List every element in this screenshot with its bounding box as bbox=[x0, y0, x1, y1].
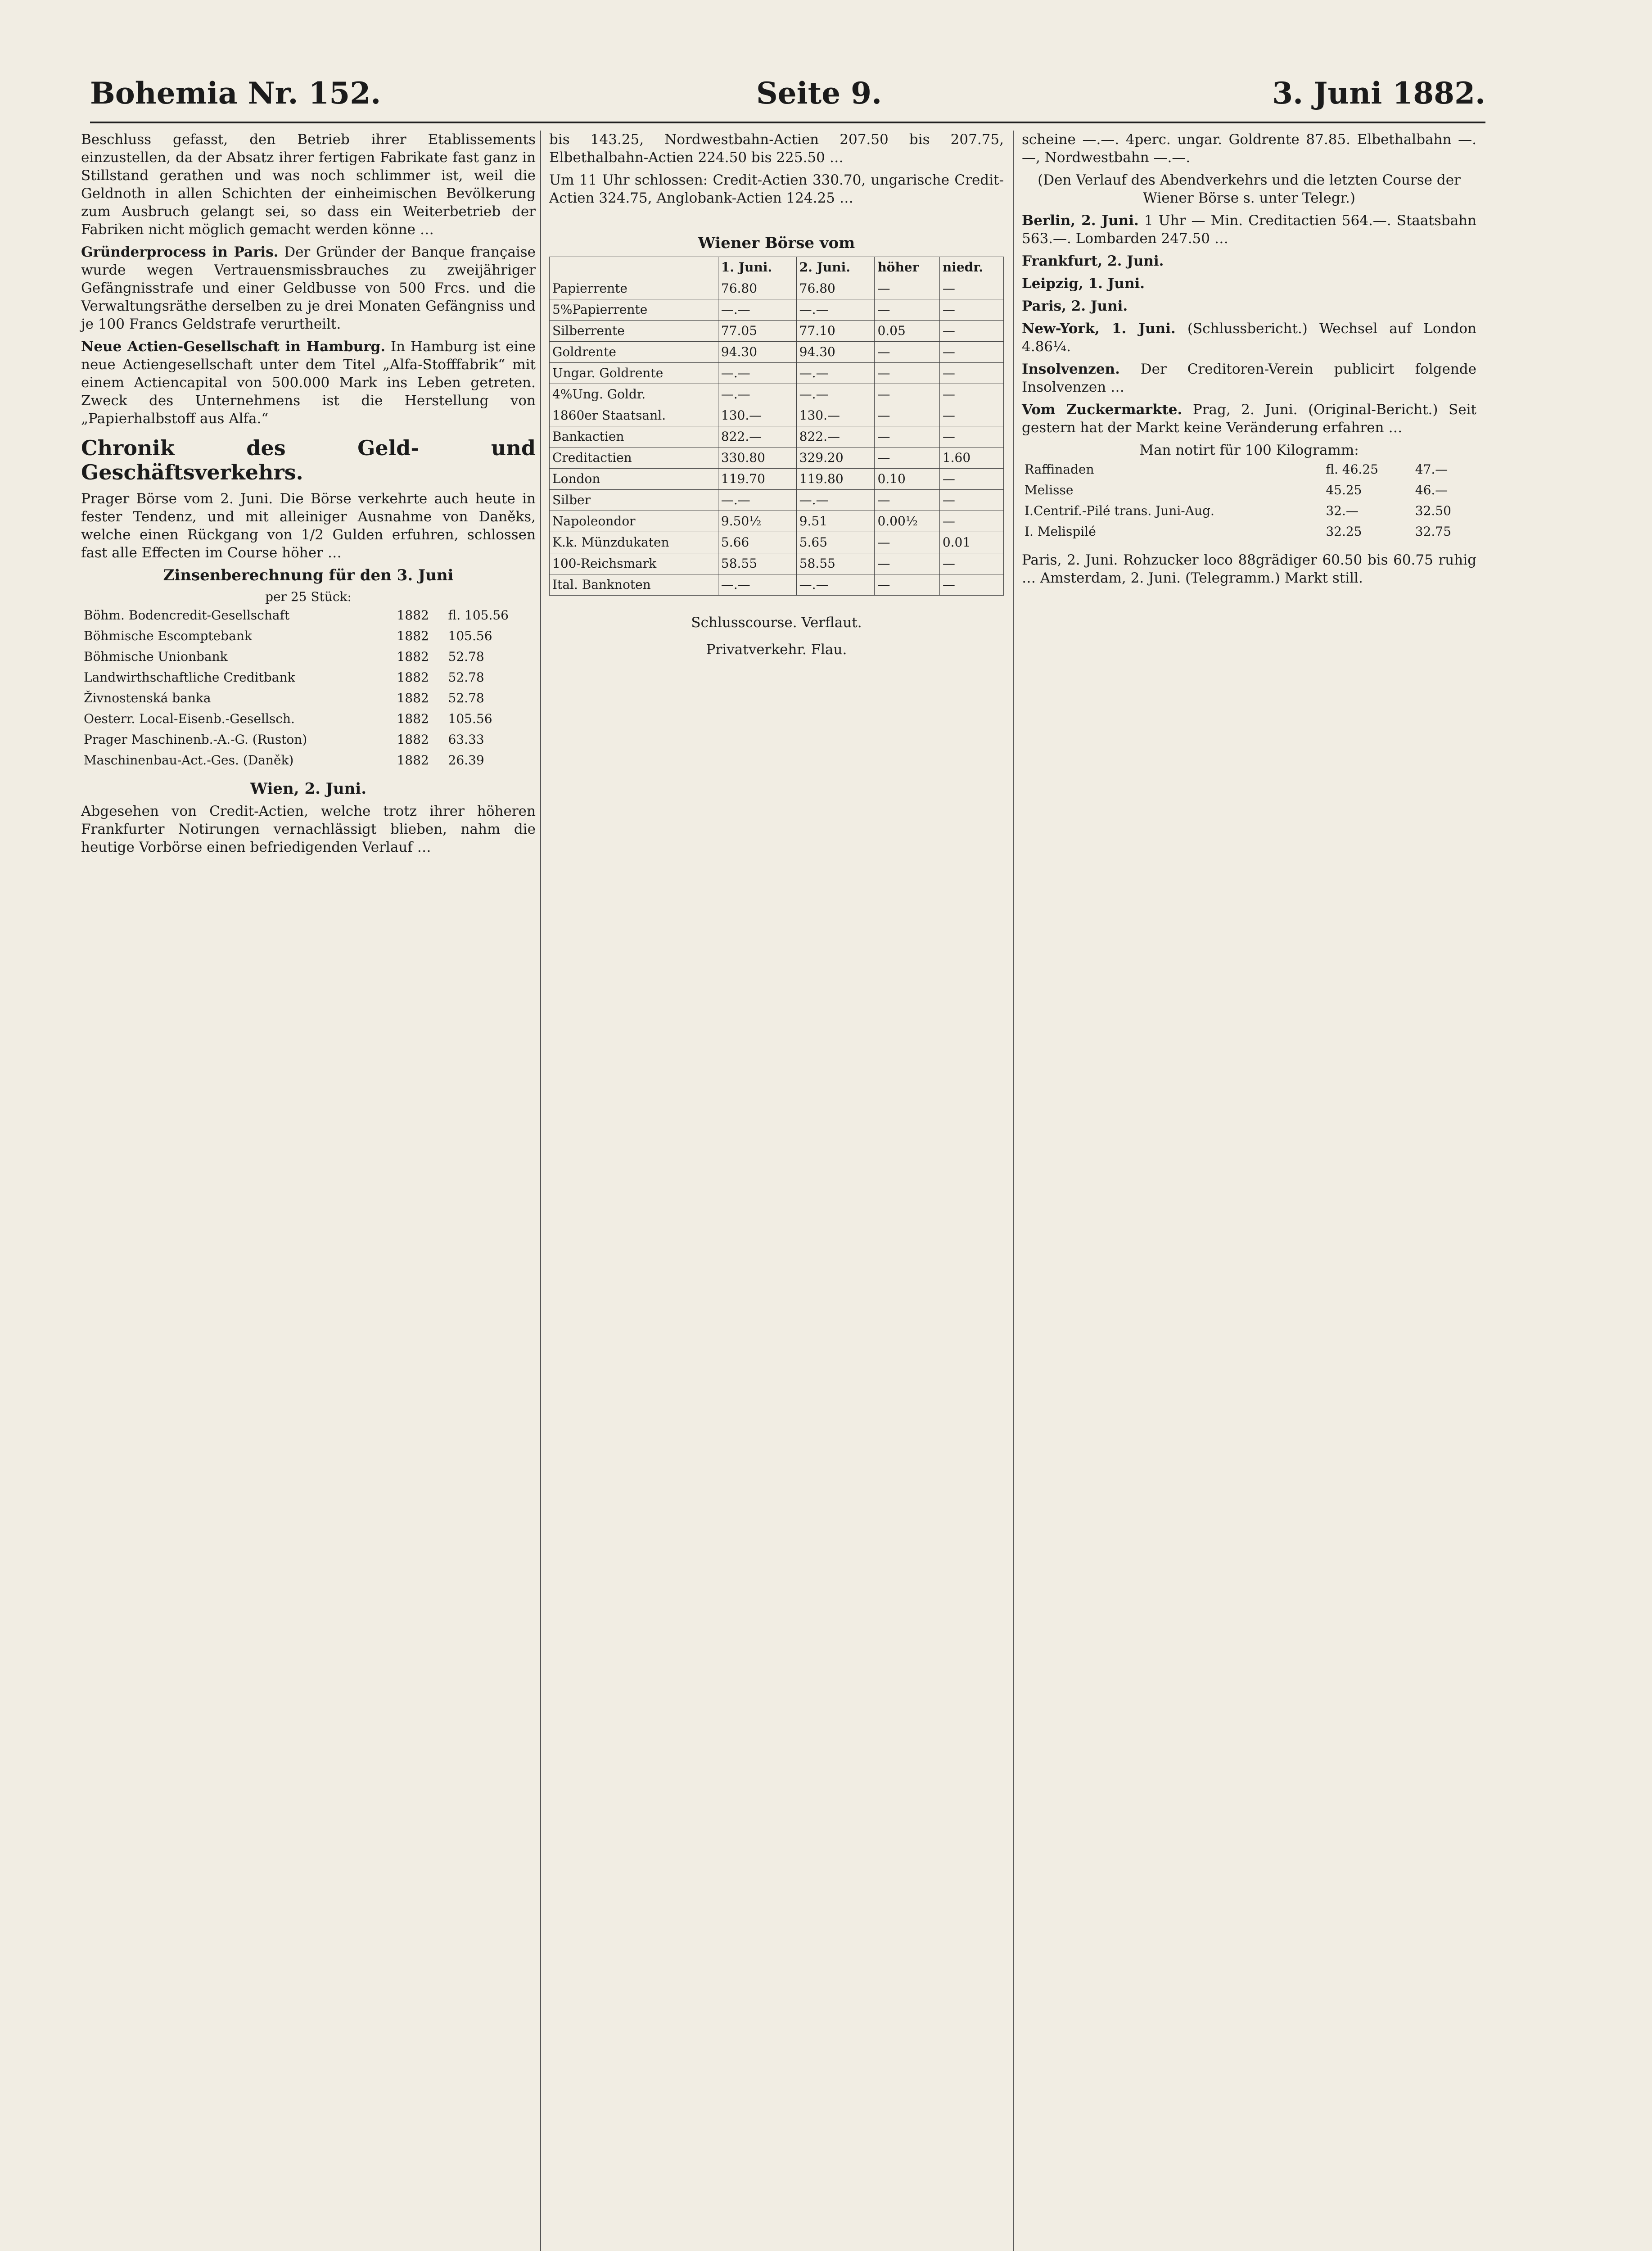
table-cell: 58.55 bbox=[718, 553, 796, 574]
schlusscourse-title: Schlusscourse. Verflaut. bbox=[691, 615, 862, 631]
zucker-sub: Man notirt für 100 Kilogramm: bbox=[1139, 442, 1359, 458]
table-cell: 105.56 bbox=[448, 628, 492, 643]
closing-text: Paris, 2. Juni. Rohzucker loco 88grädiger 60.50 bis 60.75 ruhig … Amsterdam, 2. Juni. (Telegramm.) Markt still. bbox=[1022, 552, 1476, 586]
table-cell: — bbox=[875, 532, 939, 553]
table-row bbox=[550, 447, 1004, 469]
gruenderprocess-title: Gründerprocess in Paris. bbox=[81, 244, 279, 260]
col3-top-text: scheine —.—. 4perc. ungar. Goldrente 87.85. Elbethalbahn —.—, Nordwestbahn —.—. bbox=[1022, 131, 1476, 166]
neue-actien-title: Neue Actien-Gesellschaft in Hamburg. bbox=[81, 339, 385, 355]
table-cell: fl. 105.56 bbox=[448, 608, 509, 623]
table-cell: —.— bbox=[718, 490, 796, 511]
col3-note: (Den Verlauf des Abendverkehrs und die letzten Course der Wiener Börse s. unter Telegr.) bbox=[1038, 172, 1461, 206]
table-cell: —.— bbox=[796, 384, 875, 405]
gruenderprocess-text: Der Gründer der Banque française wurde wegen Vertrauensmissbrauches zu zweijähriger Gefängnisstrafe und einer Geldbusse von 500 Frcs. und die Verwaltungsräthe derselben zu je drei Monaten Gefängniss und je 100 Francs Geldstrafe verurtheilt. bbox=[81, 244, 536, 332]
table-cell: K.k. Münzdukaten bbox=[550, 532, 718, 553]
berlin-text: 1 Uhr — Min. Creditactien 564.—. Staatsbahn 563.—. Lombarden 247.50 … bbox=[1022, 212, 1476, 247]
table-cell: 130.— bbox=[796, 405, 875, 426]
table-cell: 1882 bbox=[397, 711, 429, 726]
masthead-center: Seite 9. bbox=[756, 76, 882, 111]
wien-text: Abgesehen von Credit-Actien, welche trotz ihrer höheren Frankfurter Notirungen vernachlässigt blieben, nahm die heutige Vorbörse einen befriedigenden Verlauf … bbox=[81, 803, 536, 855]
table-cell: — bbox=[875, 342, 939, 363]
wiener-boerse-table bbox=[549, 257, 1004, 596]
insolvenzen-title: Insolvenzen. bbox=[1022, 361, 1120, 377]
table-cell: 46.— bbox=[1415, 483, 1448, 497]
table-cell: 5%Papierrente bbox=[550, 299, 718, 321]
table-cell: —.— bbox=[796, 299, 875, 321]
table-cell: 5.66 bbox=[718, 532, 796, 553]
table-cell: — bbox=[939, 321, 1003, 342]
table-cell: — bbox=[875, 384, 939, 405]
chronik-title: Chronik des Geld- und Geschäftsverkehrs. bbox=[81, 436, 536, 484]
table-row bbox=[550, 469, 1004, 490]
table-row bbox=[81, 605, 536, 626]
masthead bbox=[90, 68, 1485, 117]
table-cell: 63.33 bbox=[448, 732, 484, 747]
table-header-cell: 1. Juni. bbox=[718, 257, 796, 278]
table-cell: — bbox=[939, 278, 1003, 299]
table-cell: — bbox=[939, 384, 1003, 405]
paris-title: Paris, 2. Juni. bbox=[1022, 298, 1128, 314]
table-row bbox=[81, 750, 536, 771]
table-row bbox=[81, 667, 536, 688]
table-row bbox=[550, 574, 1004, 596]
table-row bbox=[550, 553, 1004, 574]
table-cell: 1882 bbox=[397, 608, 429, 623]
table-cell: 58.55 bbox=[796, 553, 875, 574]
table-cell: fl. 46.25 bbox=[1326, 462, 1378, 477]
table-cell: 1882 bbox=[397, 670, 429, 685]
table-cell: 26.39 bbox=[448, 753, 484, 768]
table-row bbox=[550, 490, 1004, 511]
masthead-left: Bohemia Nr. 152. bbox=[90, 76, 381, 111]
table-row bbox=[550, 321, 1004, 342]
table-cell: 32.50 bbox=[1415, 503, 1451, 518]
table-cell: 1882 bbox=[397, 649, 429, 664]
table-row bbox=[81, 709, 536, 729]
table-cell: 130.— bbox=[718, 405, 796, 426]
table-row bbox=[81, 729, 536, 750]
table-cell: 105.56 bbox=[448, 711, 492, 726]
table-cell: — bbox=[875, 426, 939, 447]
zinsen-table bbox=[81, 605, 536, 771]
table-cell: Böhmische Unionbank bbox=[84, 649, 228, 664]
table-cell: 32.25 bbox=[1326, 524, 1362, 539]
table-cell: — bbox=[939, 342, 1003, 363]
table-cell: Živnostenská banka bbox=[84, 691, 211, 705]
table-cell: — bbox=[875, 363, 939, 384]
table-cell: 1882 bbox=[397, 732, 429, 747]
table-header-cell: höher bbox=[875, 257, 939, 278]
table-cell: Böhm. Bodencredit-Gesellschaft bbox=[84, 608, 290, 623]
table-row bbox=[81, 626, 536, 646]
table-cell: Maschinenbau-Act.-Ges. (Daněk) bbox=[84, 753, 294, 768]
table-cell: 0.00½ bbox=[875, 511, 939, 532]
table-row bbox=[550, 426, 1004, 447]
zinsen-title: Zinsenberechnung für den 3. Juni bbox=[163, 566, 454, 584]
table-row bbox=[1022, 501, 1476, 521]
table-cell: — bbox=[939, 405, 1003, 426]
table-cell: 94.30 bbox=[718, 342, 796, 363]
table-cell: 330.80 bbox=[718, 447, 796, 469]
intro-text: Beschluss gefasst, den Betrieb ihrer Etablissements einzustellen, da der Absatz ihrer fertigen Fabrikate fast ganz in Stillstand gerathen und was noch schlimmer ist, weil die Geldnoth in allen Schichten der einheimischen Bevölkerung zum Ausbruch gelangt sei, so dass ein Weiterbetrieb der Fabriken nicht möglich gemacht werden könne … bbox=[81, 131, 536, 238]
column-divider-1 bbox=[540, 131, 541, 2251]
table-cell: 0.10 bbox=[875, 469, 939, 490]
table-cell: 32.— bbox=[1326, 503, 1359, 518]
table-cell: — bbox=[939, 490, 1003, 511]
table-cell: — bbox=[875, 299, 939, 321]
table-cell: Melisse bbox=[1025, 483, 1074, 497]
table-cell: 4%Ung. Goldr. bbox=[550, 384, 718, 405]
wien-title: Wien, 2. Juni. bbox=[250, 780, 367, 798]
table-cell: —.— bbox=[718, 363, 796, 384]
column-1 bbox=[81, 131, 536, 2251]
table-row bbox=[550, 532, 1004, 553]
table-cell: —.— bbox=[796, 574, 875, 596]
table-row bbox=[81, 688, 536, 709]
table-row bbox=[550, 405, 1004, 426]
newyork-title: New-York, 1. Juni. bbox=[1022, 321, 1176, 337]
table-cell: 0.01 bbox=[939, 532, 1003, 553]
table-row bbox=[1022, 521, 1476, 542]
table-cell: Goldrente bbox=[550, 342, 718, 363]
table-cell: 1882 bbox=[397, 691, 429, 705]
prager-boerse-text: Prager Börse vom 2. Juni. Die Börse verkehrte auch heute in fester Tendenz, und mit alleiniger Ausnahme von Daněks, welche einen Rückgang von 1/2 Gulden erfuhren, schlossen fast alle Effecten im Course höher … bbox=[81, 491, 536, 561]
neue-actien-text: In Hamburg ist eine neue Actiengesellschaft unter dem Titel „Alfa-Stofffabrik“ mit einem Actiencapital von 500.000 Mark ins Leben getreten. Zweck des Unternehmens ist die Herstellung von „Papierhalbstoff aus Alfa.“ bbox=[81, 339, 536, 427]
table-cell: Böhmische Escomptebank bbox=[84, 628, 252, 643]
table-cell: 9.50½ bbox=[718, 511, 796, 532]
table-cell: — bbox=[939, 553, 1003, 574]
wiener-boerse-title: Wiener Börse vom bbox=[698, 234, 855, 252]
masthead-rule bbox=[90, 122, 1485, 123]
table-cell: — bbox=[939, 426, 1003, 447]
table-cell: 1882 bbox=[397, 628, 429, 643]
table-cell: Silber bbox=[550, 490, 718, 511]
table-cell: — bbox=[939, 574, 1003, 596]
table-cell: I. Melispilé bbox=[1025, 524, 1096, 539]
table-cell: 47.— bbox=[1415, 462, 1448, 477]
table-header-cell: niedr. bbox=[939, 257, 1003, 278]
table-cell: — bbox=[939, 469, 1003, 490]
table-cell: 119.70 bbox=[718, 469, 796, 490]
zucker-table bbox=[1022, 459, 1476, 542]
table-cell: Creditactien bbox=[550, 447, 718, 469]
table-cell: 76.80 bbox=[796, 278, 875, 299]
zucker-title: Vom Zuckermarkte. bbox=[1022, 402, 1183, 418]
zucker-text: Prag, 2. Juni. (Original-Bericht.) Seit gestern hat der Markt keine Veränderung erfahren … bbox=[1022, 402, 1477, 436]
table-cell: 32.75 bbox=[1415, 524, 1451, 539]
table-cell: 1860er Staatsanl. bbox=[550, 405, 718, 426]
table-header-row bbox=[550, 257, 1004, 278]
privatverkehr: Privatverkehr. Flau. bbox=[706, 642, 847, 658]
table-row bbox=[1022, 459, 1476, 480]
table-cell: London bbox=[550, 469, 718, 490]
table-cell: 822.— bbox=[718, 426, 796, 447]
table-cell: — bbox=[939, 363, 1003, 384]
table-cell: —.— bbox=[718, 574, 796, 596]
table-cell: 76.80 bbox=[718, 278, 796, 299]
table-cell: —.— bbox=[796, 490, 875, 511]
insolvenzen-text: Der Creditoren-Verein publicirt folgende Insolvenzen … bbox=[1022, 361, 1476, 395]
table-row bbox=[550, 299, 1004, 321]
column-3 bbox=[1022, 131, 1476, 2251]
table-cell: — bbox=[875, 574, 939, 596]
table-cell: — bbox=[875, 490, 939, 511]
table-cell: 9.51 bbox=[796, 511, 875, 532]
frankfurt-title: Frankfurt, 2. Juni. bbox=[1022, 253, 1164, 269]
column-divider-2 bbox=[1013, 131, 1014, 2251]
table-cell: 0.05 bbox=[875, 321, 939, 342]
table-cell: 329.20 bbox=[796, 447, 875, 469]
table-cell: — bbox=[875, 278, 939, 299]
table-cell: 52.78 bbox=[448, 691, 484, 705]
table-cell: — bbox=[939, 299, 1003, 321]
table-cell: 1882 bbox=[397, 753, 429, 768]
column-2 bbox=[549, 131, 1004, 2251]
table-cell: Silberrente bbox=[550, 321, 718, 342]
table-cell: 94.30 bbox=[796, 342, 875, 363]
table-cell: I.Centrif.-Pilé trans. Juni-Aug. bbox=[1025, 503, 1214, 518]
table-cell: —.— bbox=[718, 384, 796, 405]
zinsen-sub: per 25 Stück: bbox=[265, 589, 352, 604]
table-row bbox=[550, 278, 1004, 299]
leipzig-title: Leipzig, 1. Juni. bbox=[1022, 276, 1145, 292]
table-cell: 5.65 bbox=[796, 532, 875, 553]
table-cell: —.— bbox=[796, 363, 875, 384]
table-cell: — bbox=[875, 553, 939, 574]
table-cell: 52.78 bbox=[448, 670, 484, 685]
table-cell: 52.78 bbox=[448, 649, 484, 664]
table-row bbox=[550, 363, 1004, 384]
newyork-text: (Schlussbericht.) Wechsel auf London 4.86¼. bbox=[1022, 321, 1476, 355]
table-cell: — bbox=[875, 405, 939, 426]
table-cell: 77.10 bbox=[796, 321, 875, 342]
table-cell: 45.25 bbox=[1326, 483, 1362, 497]
table-cell: Ital. Banknoten bbox=[550, 574, 718, 596]
berlin-title: Berlin, 2. Juni. bbox=[1022, 212, 1139, 229]
table-row bbox=[550, 342, 1004, 363]
table-cell: — bbox=[875, 447, 939, 469]
table-row bbox=[81, 646, 536, 667]
table-cell: —.— bbox=[718, 299, 796, 321]
table-cell: 77.05 bbox=[718, 321, 796, 342]
table-cell: 1.60 bbox=[939, 447, 1003, 469]
table-cell: Prager Maschinenb.-A.-G. (Ruston) bbox=[84, 732, 307, 747]
table-cell: Raffinaden bbox=[1025, 462, 1094, 477]
table-row bbox=[1022, 480, 1476, 501]
table-cell: Papierrente bbox=[550, 278, 718, 299]
table-header-cell bbox=[550, 257, 718, 278]
col2-schluss-text: Um 11 Uhr schlossen: Credit-Actien 330.70, ungarische Credit-Actien 324.75, Anglobank-Actien 124.25 … bbox=[549, 172, 1004, 206]
table-cell: 100-Reichsmark bbox=[550, 553, 718, 574]
table-cell: 119.80 bbox=[796, 469, 875, 490]
table-cell: Ungar. Goldrente bbox=[550, 363, 718, 384]
table-cell: Oesterr. Local-Eisenb.-Gesellsch. bbox=[84, 711, 295, 726]
table-cell: 822.— bbox=[796, 426, 875, 447]
table-row bbox=[550, 511, 1004, 532]
table-cell: Bankactien bbox=[550, 426, 718, 447]
table-cell: Napoleondor bbox=[550, 511, 718, 532]
table-cell: — bbox=[939, 511, 1003, 532]
table-row bbox=[550, 384, 1004, 405]
masthead-right: 3. Juni 1882. bbox=[1272, 76, 1485, 111]
table-header-cell: 2. Juni. bbox=[796, 257, 875, 278]
col2-top-text: bis 143.25, Nordwestbahn-Actien 207.50 bis 207.75, Elbethalbahn-Actien 224.50 bis 225.50 … bbox=[549, 131, 1004, 166]
table-cell: Landwirthschaftliche Creditbank bbox=[84, 670, 295, 685]
